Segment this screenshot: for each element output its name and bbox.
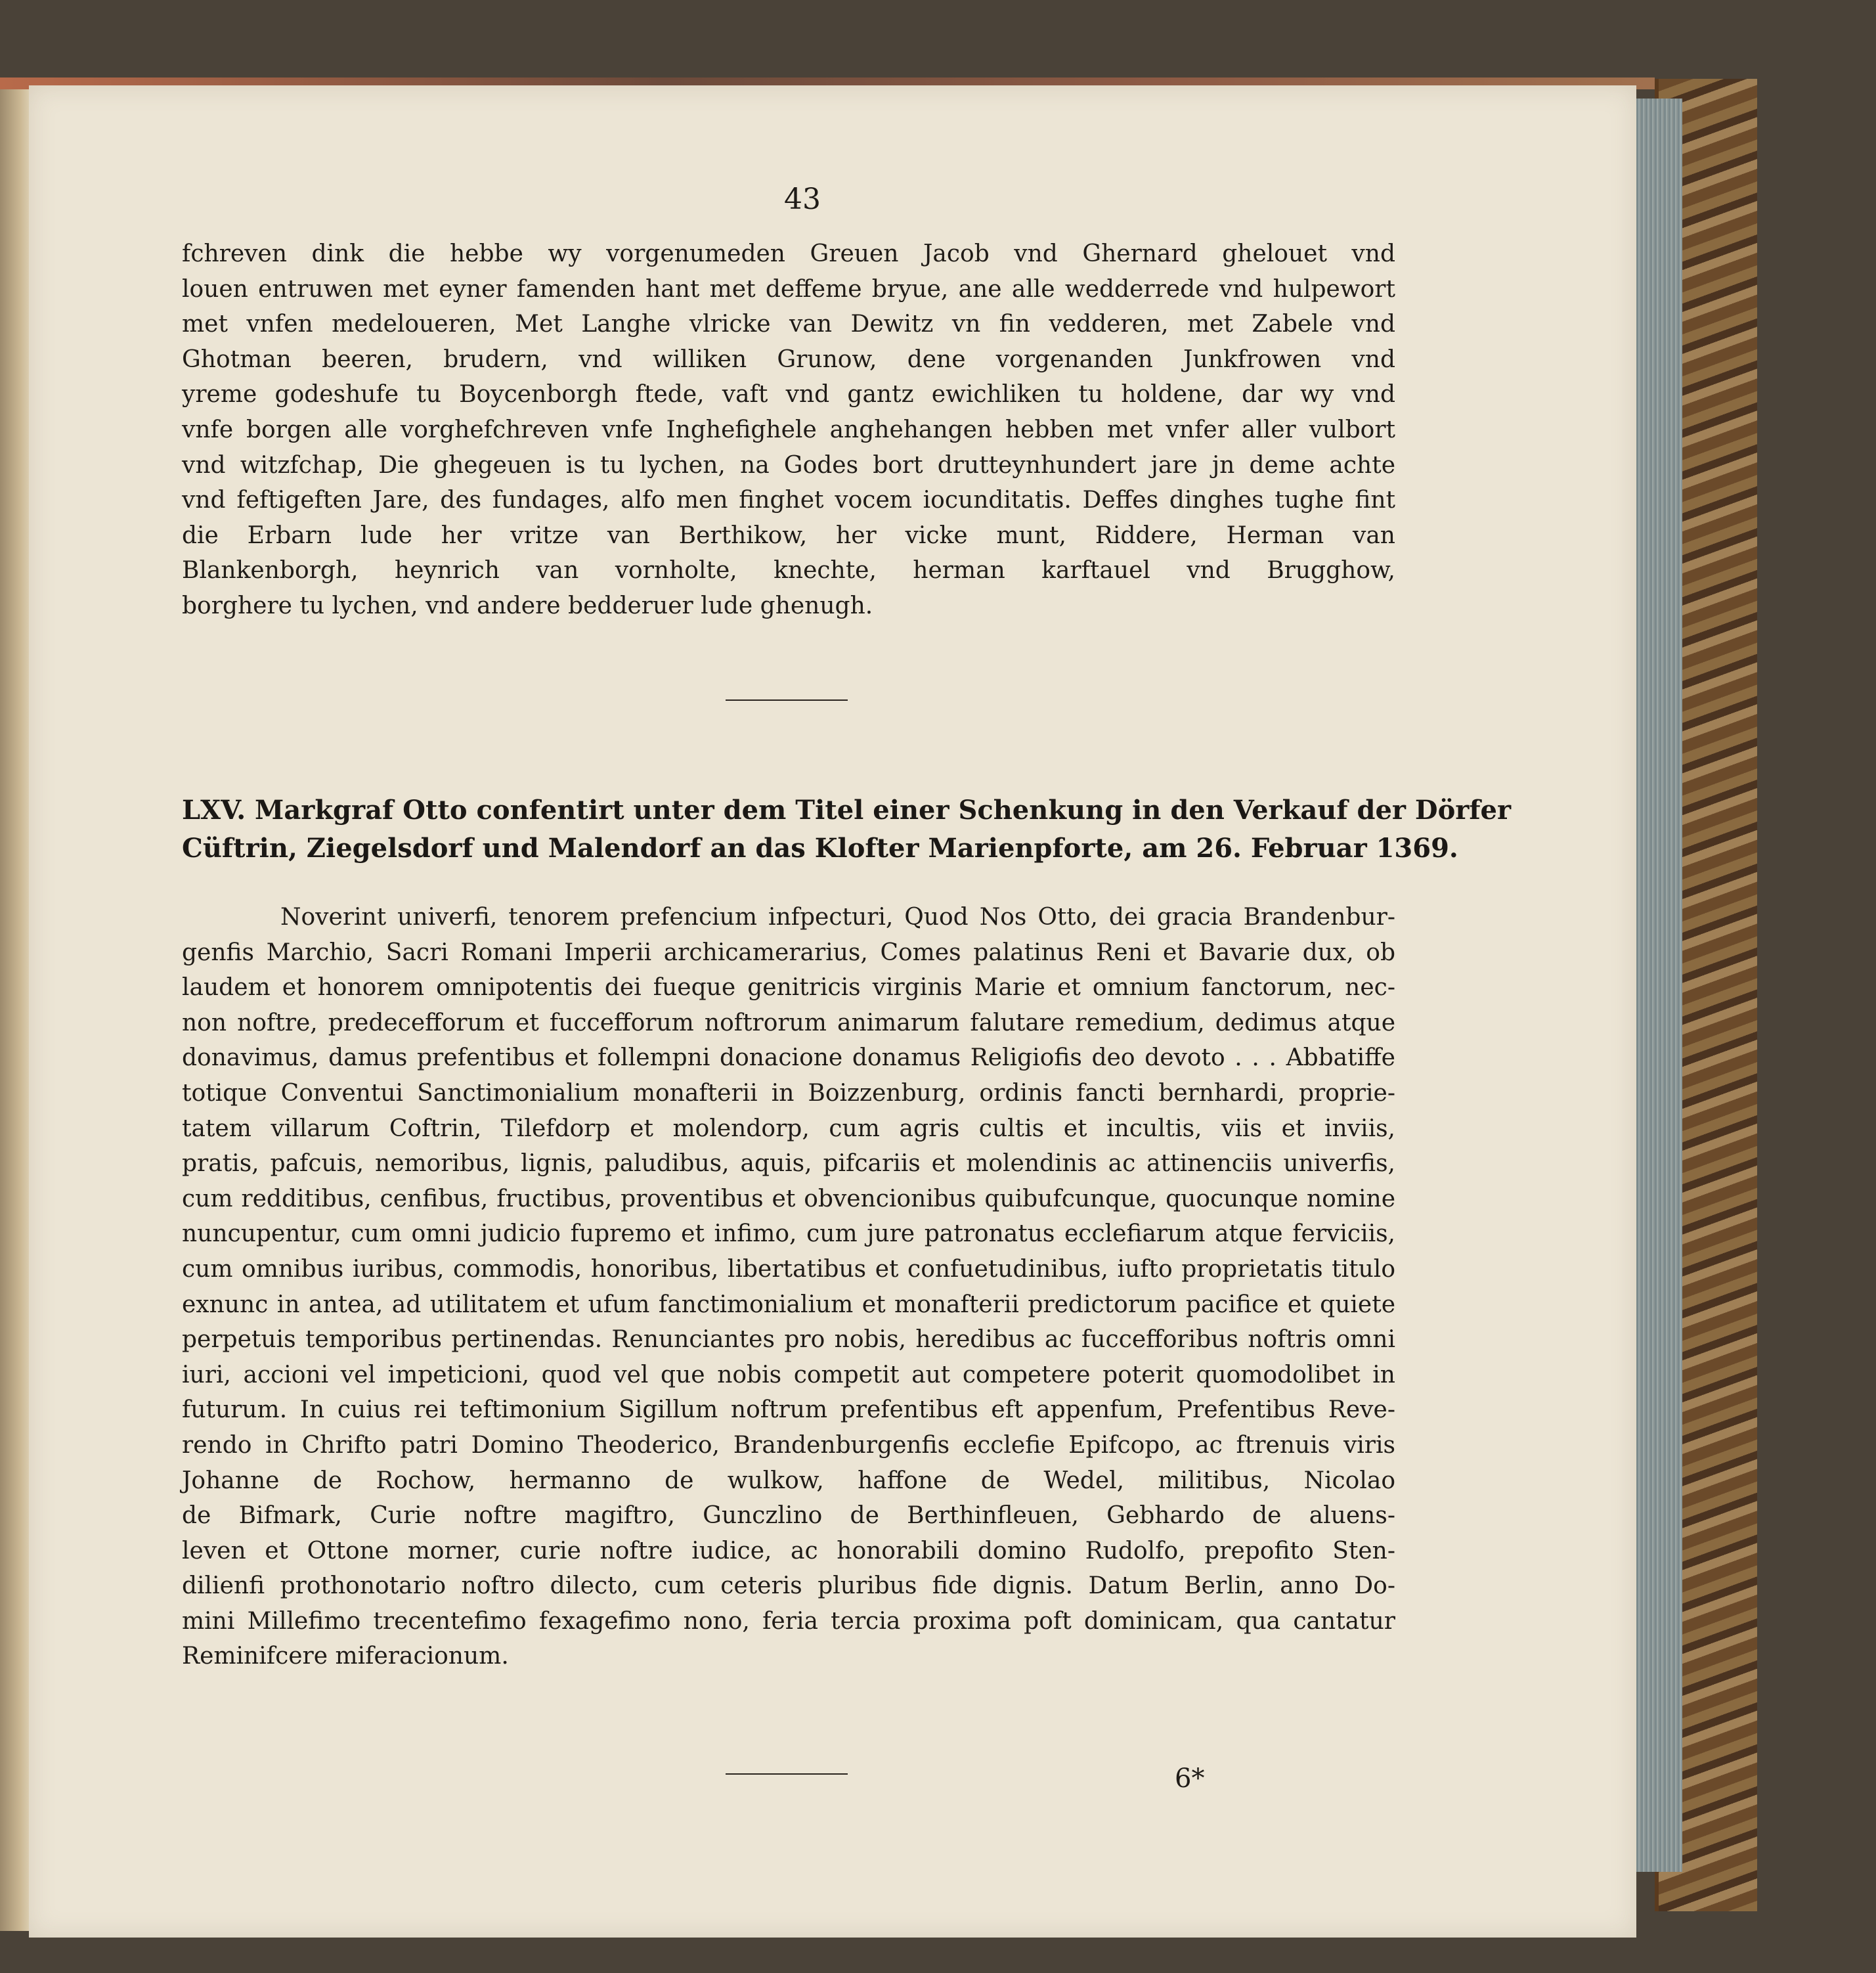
text-line: die Erbarn lude her vritze van Berthikow, her vicke munt, Riddere, Herman van bbox=[182, 521, 1395, 549]
text-line: futurum. In cuius rei teftimonium Sigillum noftrum prefentibus eft appenfum, Prefentibus Reve- bbox=[182, 1396, 1395, 1424]
text-line: pratis, pafcuis, nemoribus, lignis, paludibus, aquis, pifcariis et molendinis ac attinenciis univerfis, bbox=[182, 1150, 1395, 1178]
text-line: met vnfen medeloueren, Met Langhe vlricke van Dewitz vn fin vedderen, met Zabele vnd bbox=[182, 311, 1395, 338]
text-line: non noftre, predecefforum et fuccefforum noftrorum animarum falutare remedium, dedimus atque bbox=[182, 1009, 1395, 1036]
text-line: Reminifcere miferacionum. bbox=[182, 1643, 509, 1670]
text-line: iuri, accioni vel impeticioni, quod vel que nobis competit aut competere poterit quomodolibet in bbox=[182, 1361, 1395, 1388]
text-line: genfis Marchio, Sacri Romani Imperii archicamerarius, Comes palatinus Reni et Bavarie dux, ob bbox=[182, 939, 1395, 966]
text-line: perpetuis temporibus pertinendas. Renunciantes pro nobis, heredibus ac fuccefforibus noftris omni bbox=[182, 1326, 1395, 1354]
document-heading bbox=[182, 791, 1512, 868]
text-line: vnd witzfchap, Die ghegeuen is tu lychen, na Godes bort drutteynhundert jare jn deme achte bbox=[182, 451, 1395, 479]
text-line: leven et Ottone morner, curie noftre iudice, ac honorabili domino Rudolfo, prepofito Sten- bbox=[182, 1537, 1395, 1564]
text-line: cum redditibus, cenfibus, fructibus, proventibus et obvencionibus quibufcunque, quocunque nomine bbox=[182, 1185, 1395, 1212]
text-line: vnd feftigeften Jare, des fundages, alfo men finghet vocem iocunditatis. Deffes dinghes tughe fint bbox=[182, 487, 1395, 514]
text-line: louen entruwen met eyner famenden hant met deffeme bryue, ane alle wedderrede vnd hulpewort bbox=[182, 275, 1395, 303]
page-edges bbox=[1635, 99, 1682, 1872]
paragraph-charter-text bbox=[182, 900, 1395, 1674]
signature-mark: 6* bbox=[1175, 1763, 1205, 1794]
paragraph-charter-end bbox=[182, 236, 1395, 624]
text-line: exnunc in antea, ad utilitatem et ufum fanctimonialium et monafterii predictorum pacifice et quiete bbox=[182, 1291, 1395, 1318]
text-line: totique Conventui Sanctimonialium monafterii in Boizzenburg, ordinis fancti bernhardi, proprie- bbox=[182, 1079, 1395, 1107]
text-line: vnfe borgen alle vorghefchreven vnfe Inghefighele anghehangen hebben met vnfer aller vulbort bbox=[182, 416, 1395, 443]
text-line: yreme godeshufe tu Boycenborgh ftede, vaft vnd gantz ewichliken tu holdene, dar wy vnd bbox=[182, 381, 1395, 409]
text-line: Noverint univerfi, tenorem prefencium infpecturi, Quod Nos Otto, dei gracia Brandenbur- bbox=[280, 904, 1395, 931]
text-line: nuncupentur, cum omni judicio fupremo et infimo, cum jure patronatus ecclefiarum atque ferviciis, bbox=[182, 1220, 1395, 1248]
page-number: 43 bbox=[784, 183, 821, 216]
text-line: Johanne de Rochow, hermanno de wulkow, haffone de Wedel, militibus, Nicolao bbox=[182, 1467, 1395, 1494]
heading-line: LXV. Markgraf Otto confentirt unter dem Titel einer Schenkung in den Verkauf der Dörfer bbox=[182, 795, 1512, 826]
text-line: de Bifmark, Curie noftre magiftro, Gunczlino de Berthinfleuen, Gebhardo de aluens- bbox=[182, 1502, 1395, 1530]
text-line: dilienfi prothonotario noftro dilecto, cum ceteris pluribus fide dignis. Datum Berlin, anno Do- bbox=[182, 1572, 1395, 1600]
book-page bbox=[29, 85, 1636, 1938]
text-line: rendo in Chrifto patri Domino Theoderico, Brandenburgenfis ecclefie Epifcopo, ac ftrenuis viris bbox=[182, 1431, 1395, 1459]
text-line: tatem villarum Coftrin, Tilefdorp et molendorp, cum agris cultis et incultis, viis et inviis, bbox=[182, 1115, 1395, 1142]
heading-line: Cüftrin, Ziegelsdorf und Malendorf an das Klofter Marienpforte, am 26. Februar 1369. bbox=[182, 833, 1458, 864]
text-line: borghere tu lychen, vnd andere bedderuer lude ghenugh. bbox=[182, 592, 873, 619]
text-line: cum omnibus iuribus, commodis, honoribus, libertatibus et confuetudinibus, iufto proprietatis titulo bbox=[182, 1255, 1395, 1283]
text-line: laudem et honorem omnipotentis dei fueque genitricis virginis Marie et omnium fanctorum, nec- bbox=[182, 974, 1395, 1002]
section-divider bbox=[726, 699, 848, 701]
text-line: mini Millefimo trecentefimo fexagefimo nono, feria tercia proxima poft dominicam, qua cantatur bbox=[182, 1607, 1395, 1635]
section-divider bbox=[726, 1773, 848, 1775]
text-line: fchreven dink die hebbe wy vorgenumeden Greuen Jacob vnd Ghernard ghelouet vnd bbox=[182, 240, 1395, 267]
text-line: donavimus, damus prefentibus et follempni donacione donamus Religiofis deo devoto . . . Abbatiffe bbox=[182, 1044, 1395, 1072]
text-line: Ghotman beeren, brudern, vnd williken Grunow, dene vorgenanden Junkfrowen vnd bbox=[182, 345, 1395, 373]
text-line: Blankenborgh, heynrich van vornholte, knechte, herman karftauel vnd Brugghow, bbox=[182, 557, 1395, 585]
